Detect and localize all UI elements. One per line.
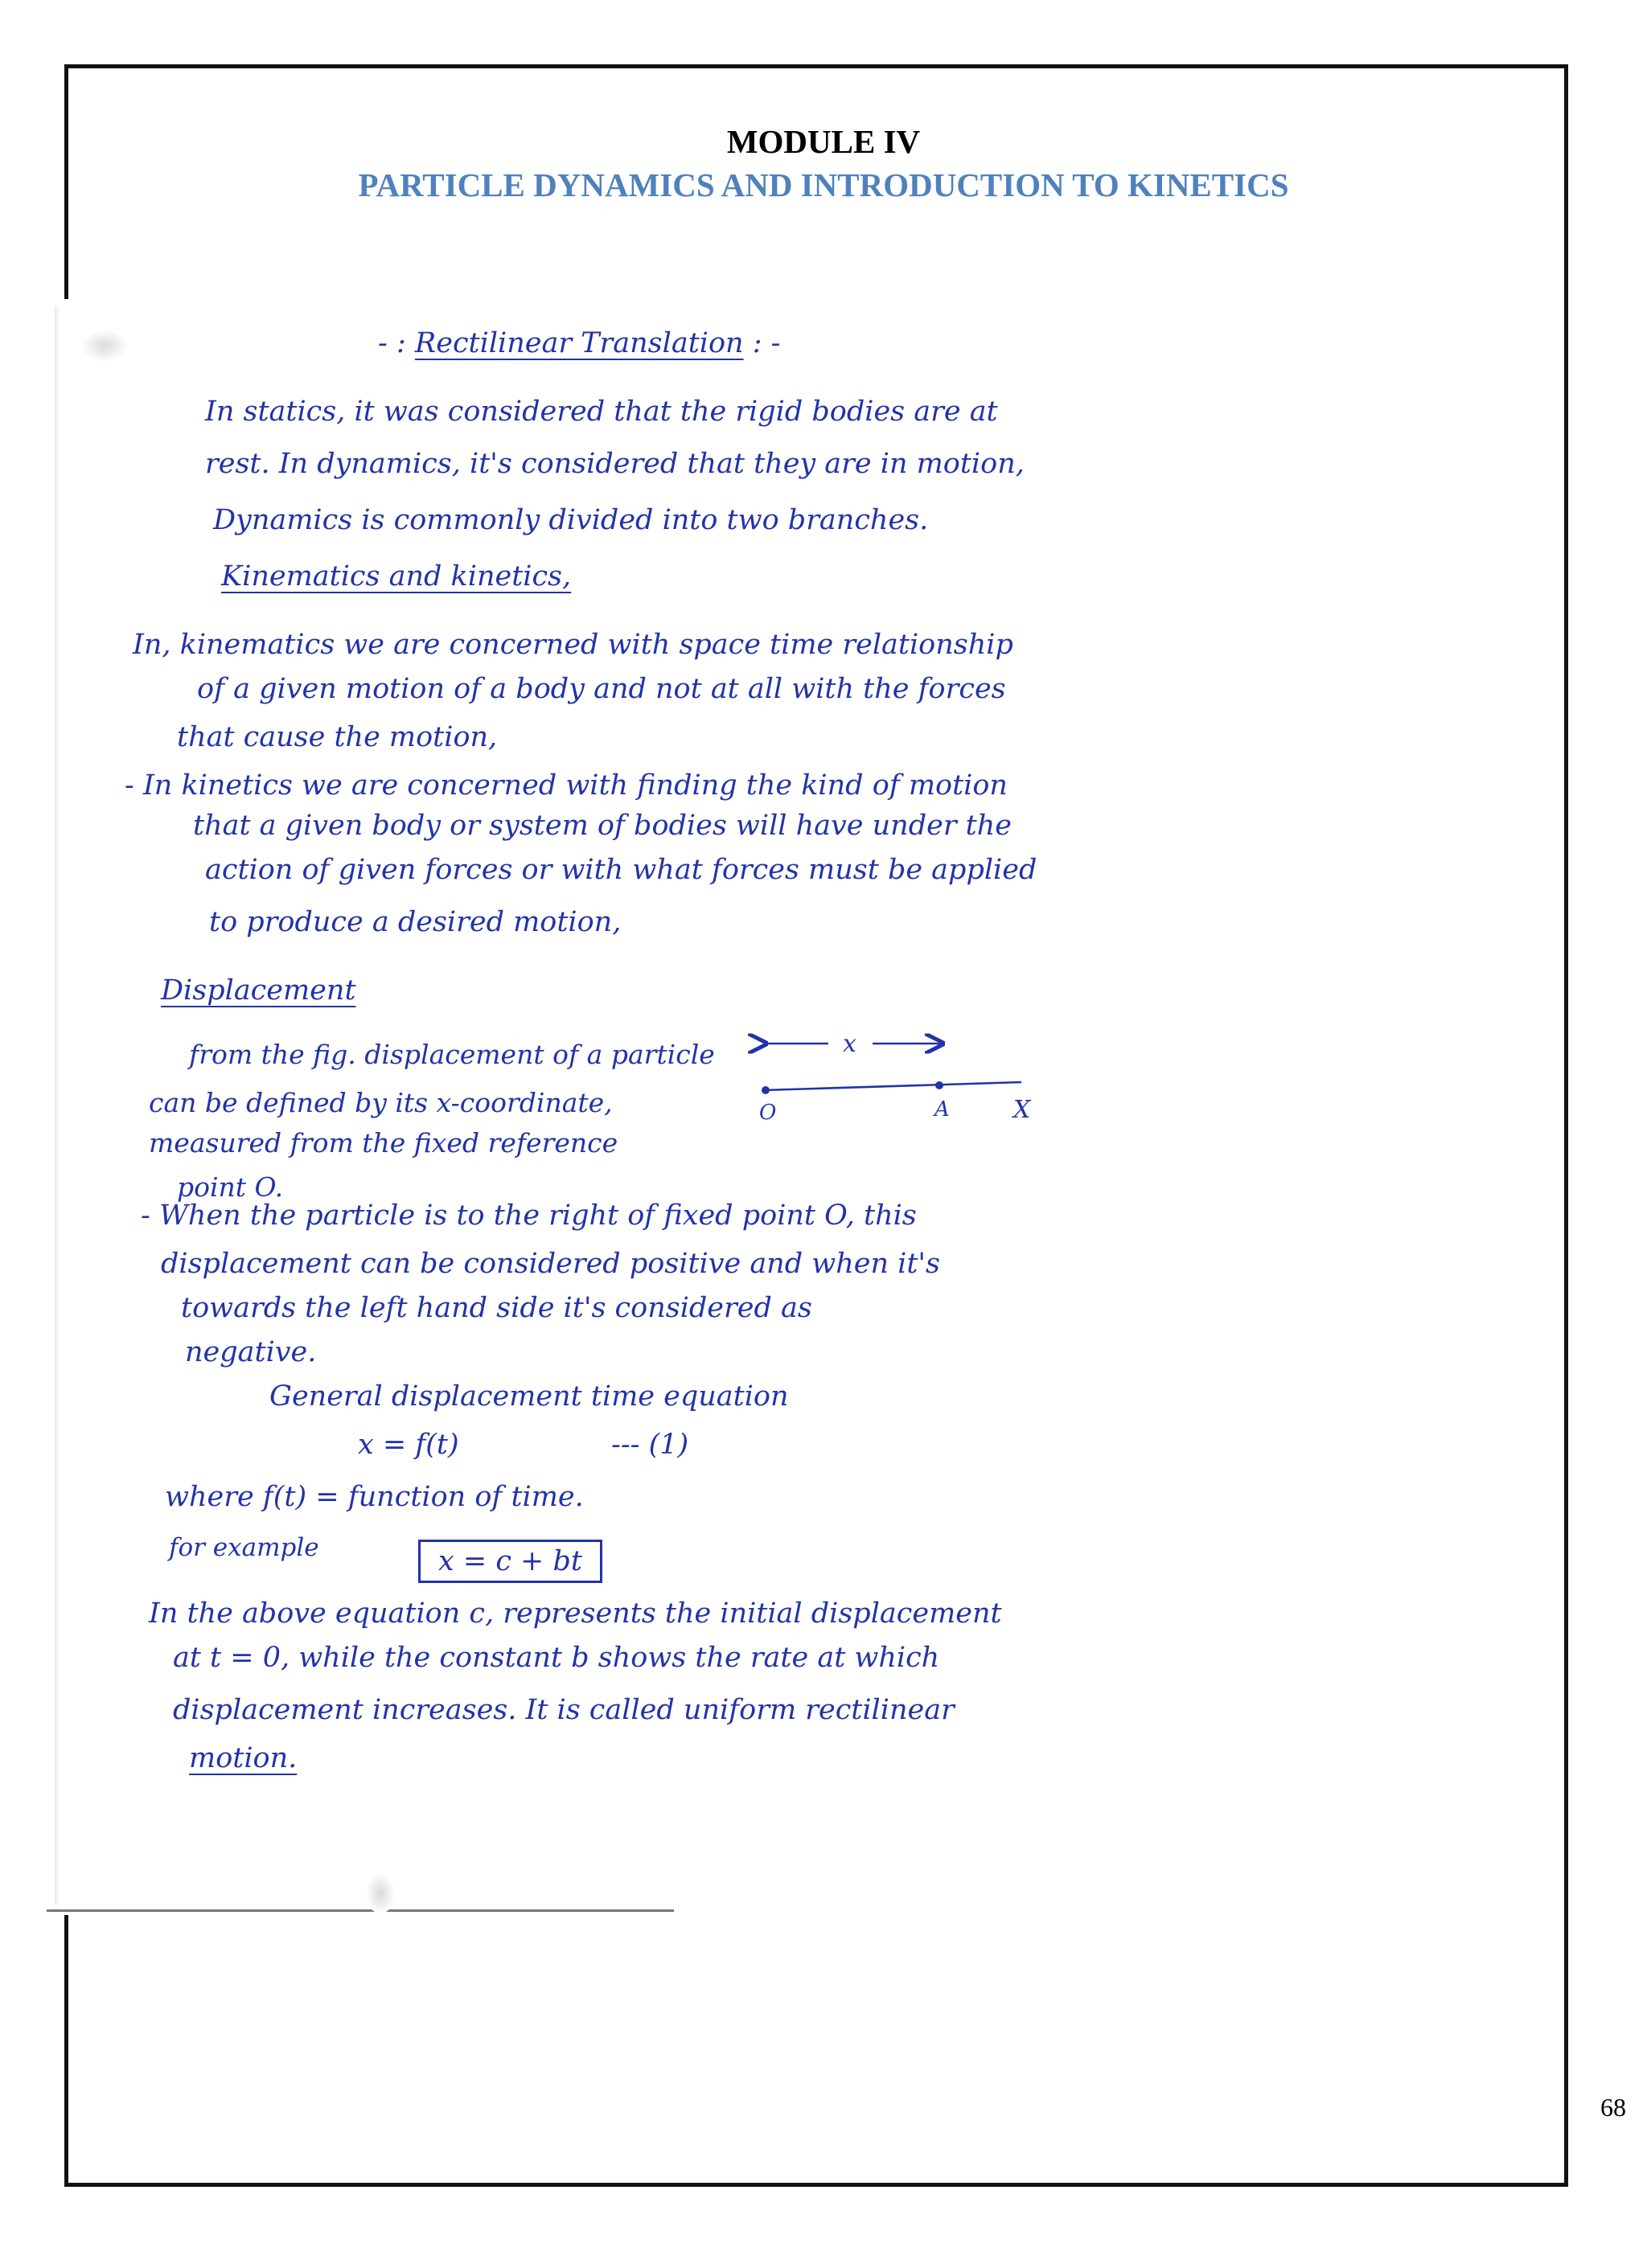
displacement-heading: Displacement [161,974,356,1007]
conclusion-line: at t = 0, while the constant b shows the rate at which [173,1642,940,1674]
intro-line: In statics, it was considered that the rigid bodies are at [205,396,998,428]
particle-point [935,1081,943,1089]
kinetics-line: to produce a desired motion, [209,906,622,938]
example-label: for example [169,1533,319,1562]
intro-line: Kinematics and kinetics, [221,560,572,593]
reference-axis [764,1082,1021,1090]
scan-smudge [366,1873,395,1913]
conclusion-line: motion. [189,1742,298,1774]
kinetics-line: - In kinetics we are concerned with finding the kind of motion [125,769,1008,802]
figure-origin-label: O [759,1101,777,1125]
conclusion-line: In the above equation c, represents the initial displacement [149,1597,1002,1630]
module-title: MODULE IV [726,123,921,160]
kinematics-line: of a given motion of a body and not at all with the forces [197,673,1006,705]
conclusion-line: displacement increases. It is called uniform rectilinear [173,1694,955,1726]
intro-line: rest. In dynamics, it's considered that they are in motion, [205,448,1025,480]
module-subtitle: PARTICLE DYNAMICS AND INTRODUCTION TO KINETICS [358,166,1289,203]
origin-point [762,1086,770,1094]
notes-heading-row [378,327,781,359]
displacement-line: point O. [177,1171,284,1203]
sign-rule-line: negative. [185,1336,317,1368]
displacement-line: can be defined by its x-coordinate, [149,1087,613,1118]
sign-rule-line: displacement can be considered positive and when it's [161,1248,940,1280]
displacement-figure [748,1021,1086,1134]
kinetics-line: action of given forces or with what forces must be applied [205,854,1037,886]
figure-point-label: A [934,1097,950,1122]
sign-rule-line: towards the left hand side it's considered as [181,1292,812,1324]
scan-smudge [80,330,129,362]
sign-rule-line: - When the particle is to the right of fixed point O, this [141,1200,917,1232]
heading-suffix: : - [752,327,781,359]
scan-bottom-edge [47,1909,674,1912]
where-line: where f(t) = function of time. [165,1481,584,1513]
notes-heading: Rectilinear Translation [414,327,744,359]
displacement-equation: x = f(t) [358,1429,459,1461]
figure-axis-label: X [1013,1096,1031,1124]
kinematics-line: that cause the motion, [177,721,498,753]
scan-edge-shadow [55,306,60,1905]
heading-prefix: - : [378,327,406,359]
figure-x-label: x [843,1030,856,1058]
kinetics-line: that a given body or system of bodies will have under the [193,810,1012,842]
kinematics-line: In, kinematics we are concerned with space time relationship [133,629,1013,661]
displacement-line: from the fig. displacement of a particle [189,1039,715,1070]
equation-number: --- (1) [611,1429,689,1461]
displacement-line: measured from the fixed reference [149,1127,618,1159]
example-equation-box: x = c + bt [418,1540,602,1583]
intro-line: Dynamics is commonly divided into two branches. [213,504,929,536]
general-equation-title: General displacement time equation [269,1380,789,1413]
page-number: 68 [1600,2093,1626,2122]
